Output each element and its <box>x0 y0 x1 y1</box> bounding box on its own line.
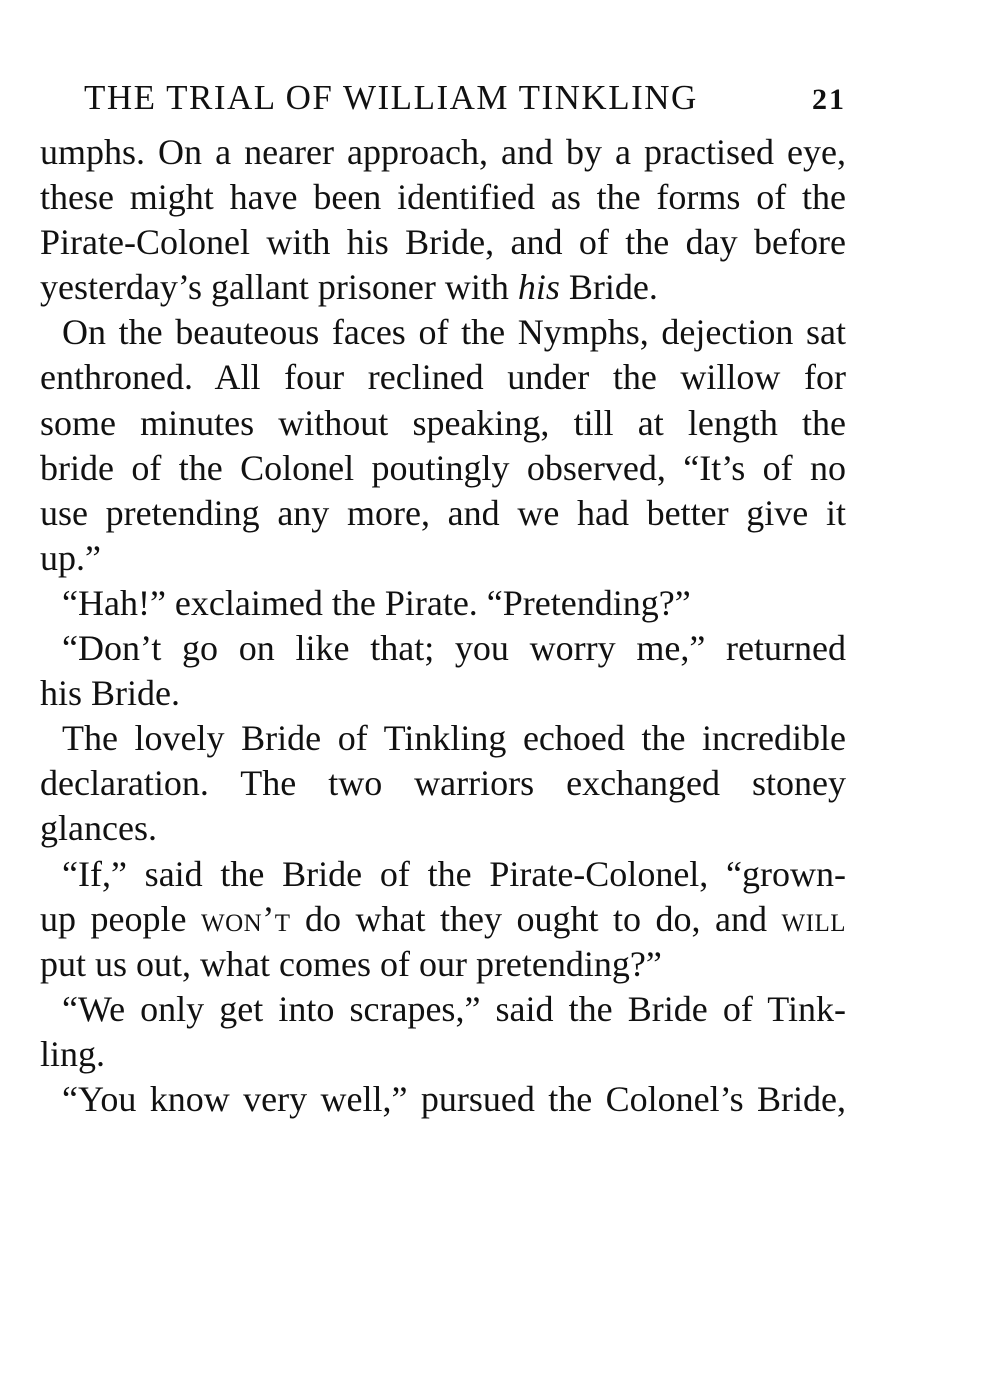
smallcaps-wont: won’t <box>201 898 291 939</box>
text-line <box>40 265 846 310</box>
text-line: enthroned. All four reclined under the willow for <box>40 357 846 398</box>
text-line: “Don’t go on like that; you worry me,” returned <box>62 628 846 669</box>
text-line: these might have been identified as the forms of the <box>40 177 846 218</box>
running-title: THE TRIAL OF WILLIAM TINKLING <box>84 78 698 117</box>
text-line: ling. <box>40 1033 106 1074</box>
text-line: umphs. On a nearer approach, and by a practised eye, <box>40 132 846 172</box>
text-fragment: yesterday’s gallant prisoner with <box>40 267 518 308</box>
emphasis-his: his <box>517 267 560 308</box>
text-line: Pirate-Colonel with his Bride, and of the day before <box>40 222 846 263</box>
text-line: up.” <box>40 537 101 578</box>
text-fragment: Bride. <box>559 267 658 308</box>
page-header <box>84 74 846 122</box>
text-line: put us out, what comes of our pretending?” <box>40 943 662 984</box>
text-line: declaration. The two warriors exchanged stoney <box>40 763 846 804</box>
page-number: 21 <box>812 83 846 116</box>
text-line: some minutes without speaking, till at length the <box>40 402 846 443</box>
text-fragment: up people <box>40 898 201 939</box>
text-fragment: do what they ought to do, and <box>290 898 782 939</box>
text-line: “If,” said the Bride of the Pirate-Colonel, “grown- <box>62 853 846 894</box>
text-line: his Bride. <box>40 673 180 714</box>
text-line: “We only get into scrapes,” said the Bride of Tink- <box>62 988 846 1029</box>
text-line: The lovely Bride of Tinkling echoed the incredible <box>62 718 846 759</box>
text-line: “You know very well,” pursued the Colonel’s Bride, <box>62 1078 846 1119</box>
text-line: “Hah!” exclaimed the Pirate. “Pretending?” <box>62 582 691 623</box>
text-line: bride of the Colonel poutingly observed, “It’s of no <box>40 447 846 488</box>
text-line: use pretending any more, and we had better give it <box>40 492 846 533</box>
text-line: glances. <box>40 808 157 849</box>
smallcaps-will: will <box>781 898 846 939</box>
body-text <box>40 130 846 1122</box>
text-line <box>40 897 846 942</box>
text-line: On the beauteous faces of the Nymphs, dejection sat <box>62 312 846 353</box>
